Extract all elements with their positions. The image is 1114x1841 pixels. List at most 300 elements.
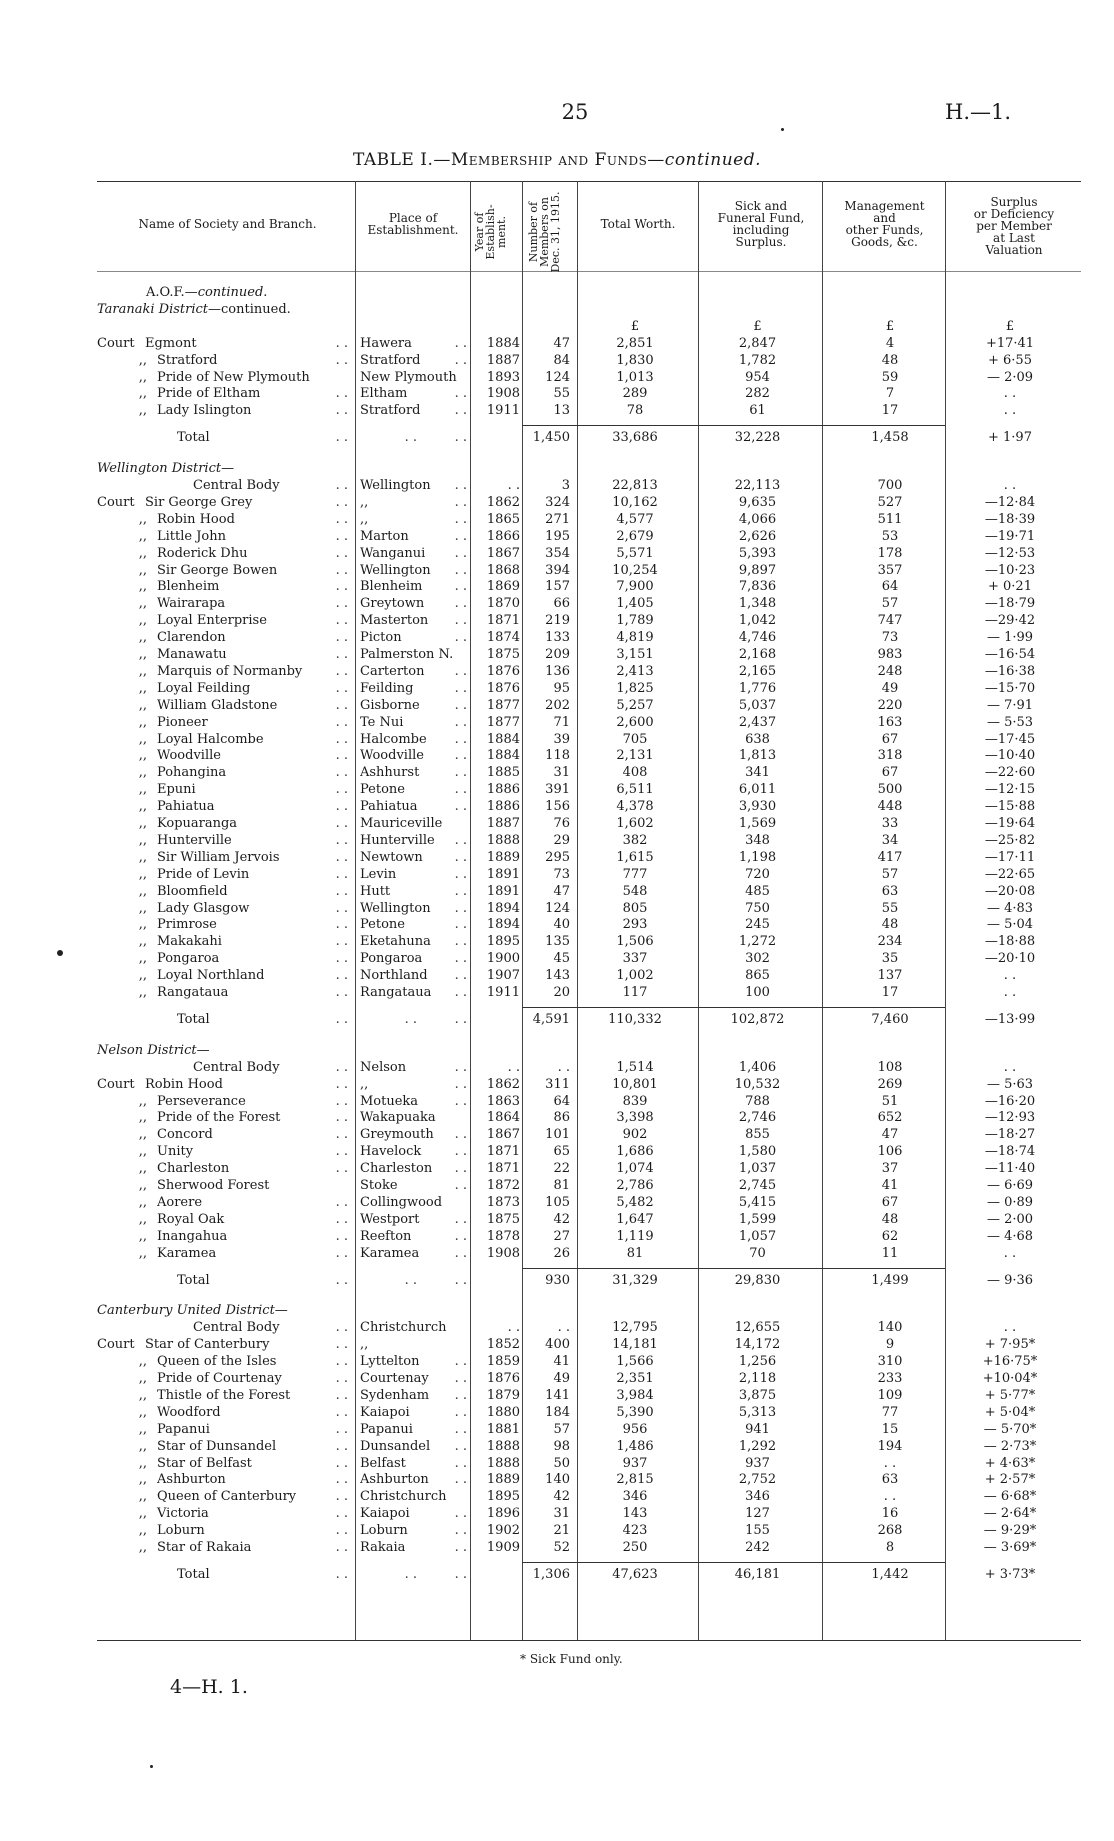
branch-prefix: Court [97,1076,135,1092]
management-funds: 108 [877,1059,903,1075]
branch-name-text: Star of Belfast [157,1455,252,1471]
section-heading: A.O.F.—continued. [146,285,268,300]
sick-fund: 9,897 [738,562,777,578]
leader-dots: . . [335,1387,348,1403]
branch-prefix: ,, [138,1228,147,1244]
branch-prefix: ,, [138,1371,147,1386]
branch-name [97,781,352,798]
branch-prefix: ,, [138,1127,147,1143]
table-row [0,578,1114,595]
members-count: 135 [545,934,570,950]
management-funds: 35 [881,951,899,967]
management-funds: 1,499 [871,1272,909,1288]
leader-dots: . . [335,1472,348,1488]
year-established: 1889 [486,1472,520,1488]
total-worth: 337 [622,951,648,967]
members-count: 39 [553,731,570,747]
management-funds: 51 [881,1093,899,1109]
table-row [0,1076,1114,1093]
place-of-establishment: Levin [360,866,397,882]
table-row [0,883,1114,900]
leader-dots: . . [335,630,348,646]
leader-dots: . . [335,883,348,899]
members-count: 324 [545,494,570,510]
management-funds: 1,442 [871,1566,909,1582]
branch-name [97,477,400,494]
leader-dots: . . [335,478,348,493]
members-count: 141 [545,1387,570,1403]
branch-name [97,866,352,883]
leader-dots: . . [335,697,348,713]
sick-fund: 1,782 [738,352,777,368]
management-funds: 37 [881,1161,899,1177]
surplus-per-member: — 4·68 [986,1228,1034,1244]
surplus-per-member: +10·04* [982,1371,1038,1386]
branch-name-text: Roderick Dhu [157,545,248,561]
members-count: 73 [553,866,570,882]
table-row [0,1177,1114,1194]
surplus-per-member: . . [1003,985,1017,1000]
branch-name-text: Ashburton [157,1472,226,1488]
branch-name-text: Pride of the Forest [157,1110,281,1126]
place-of-establishment: Belfast [360,1455,406,1471]
members-count: 140 [545,1472,570,1488]
total-worth: 423 [622,1523,648,1539]
year-established: 1872 [486,1178,520,1193]
total-worth: 2,413 [616,663,654,679]
branch-prefix: ,, [138,1161,147,1177]
branch-name-text: Thistle of the Forest [157,1387,291,1403]
branch-name-text: Woodford [157,1404,221,1420]
year-established: 1886 [486,799,520,815]
table-row [0,1455,1114,1472]
branch-name-text: Primrose [157,917,217,933]
branch-name-text: Wairarapa [157,596,226,612]
leader-dots: . . [454,1421,467,1437]
branch-name [97,1438,352,1455]
leader-dots: . . [454,968,467,984]
table-row [0,967,1114,984]
sick-fund: 2,437 [738,714,777,730]
branch-name-text: Star of Canterbury [145,1337,270,1353]
leader-dots: . . [335,1144,348,1160]
members-count: 95 [553,680,570,696]
branch-name-text: Woodville [157,748,221,764]
sick-fund: 2,118 [738,1371,777,1386]
total-worth: 3,984 [616,1387,654,1403]
table-row [0,1272,1114,1289]
total-rule [522,425,945,426]
branch-name-text: Central Body [193,1059,280,1075]
total-worth: 7,900 [616,579,654,595]
management-funds: 983 [877,647,903,662]
branch-name-text: Kopuaranga [157,816,238,831]
year-established: 1871 [486,1144,520,1160]
sick-fund: 61 [749,403,766,419]
year-established: 1888 [486,832,520,848]
place-of-establishment: Wakapuaka [360,1110,436,1126]
year-established: 1859 [486,1354,520,1370]
branch-prefix: ,, [138,697,147,713]
year-established: 1907 [486,968,520,984]
surplus-per-member: —18·79 [984,596,1036,612]
sick-fund: 2,168 [738,647,777,662]
surplus-per-member: —16·20 [984,1093,1036,1109]
total-worth: 1,602 [616,816,654,831]
year-established: 1867 [486,1127,520,1143]
year-established: 1877 [486,714,520,730]
place-of-establishment: Petone [360,782,405,798]
members-count: 49 [553,1371,570,1386]
footnote: * Sick Fund only. [520,1652,623,1666]
sick-fund: 855 [745,1127,770,1143]
branch-name [97,883,352,900]
branch-name-text: Manawatu [157,647,227,662]
leader-dots: . . [454,883,467,899]
branch-name [97,1126,352,1143]
sick-fund: 155 [745,1523,770,1539]
branch-name-text: Pohangina [157,765,227,781]
year-established: 1908 [486,1245,520,1261]
management-funds: 63 [881,1472,899,1488]
leader-dots: . . [454,900,467,916]
management-funds: 269 [877,1076,903,1092]
place-of-establishment: Petone [360,917,405,933]
management-funds: 194 [877,1438,903,1454]
members-count: 45 [553,951,570,967]
surplus-per-member: —25·82 [984,832,1036,848]
management-funds: 417 [877,849,903,865]
place-of-establishment: Ashburton [360,1472,429,1488]
sick-fund: 32,228 [734,430,781,446]
total-worth: 2,351 [616,1371,654,1386]
branch-name-text: Karamea [157,1245,217,1261]
total-worth: 81 [626,1245,644,1261]
management-funds: 652 [877,1110,903,1126]
surplus-per-member: . . [1003,478,1017,493]
leader-dots: . . [454,1211,467,1227]
sick-fund: 4,066 [738,511,777,527]
leader-dots: . . [454,1093,467,1109]
branch-name [97,984,352,1001]
members-count: 124 [545,900,570,916]
members-count: 41 [553,1354,570,1370]
branch-name-text: Little John [157,528,227,544]
sick-fund: 7,836 [738,579,777,595]
section-heading-italic: Nelson District— [97,1042,210,1058]
total-label: Total [177,1566,210,1582]
management-funds: 220 [877,697,903,713]
surplus-per-member: — 6·69 [986,1178,1034,1193]
leader-dots: . . [454,1455,467,1471]
surplus-per-member: —15·70 [984,680,1036,696]
leader-dots: . . [335,1127,348,1143]
branch-prefix: ,, [138,1194,147,1210]
leader-dots: . . [454,352,467,368]
leader-dots: . . [335,1059,348,1075]
branch-name [97,595,352,612]
table-row [0,335,1114,352]
total-label: Total [177,1011,210,1027]
leader-dots: . . [454,731,467,747]
management-funds: 73 [881,630,899,646]
sick-fund: 954 [745,369,770,385]
leader-dots: . . [335,613,348,629]
branch-name-text: Loburn [157,1523,205,1539]
table-top-rule [97,181,1081,182]
leader-dots: . . [454,934,467,950]
sick-fund: 2,847 [738,335,777,351]
header-name: Name of Society and Branch. [138,217,317,231]
place-of-establishment: Motueka [360,1093,419,1109]
management-funds: 233 [877,1371,903,1386]
management-funds: 17 [881,403,899,419]
members-count: 47 [553,335,570,351]
unit-symbol: £ [885,318,895,334]
table-row [0,916,1114,933]
table-row [0,284,1114,301]
total-worth: 4,577 [616,511,654,527]
branch-name [97,1076,352,1093]
leader-dots: . . [454,951,467,967]
margin-dot [781,128,784,131]
surplus-per-member: — 0·89 [986,1194,1034,1210]
branch-name [97,1109,352,1126]
members-count: 71 [553,714,570,730]
management-funds: 9 [885,1337,895,1353]
members-count: 118 [545,748,570,764]
table-row [0,1302,1114,1319]
branch-name-text: Papanui [157,1421,210,1437]
leader-dots: . . [454,1011,467,1027]
branch-prefix: ,, [138,968,147,984]
total-worth: 5,390 [616,1404,654,1420]
place-of-establishment: Wellington [360,478,431,493]
leader-dots: . . [454,866,467,882]
leader-dots: . . [454,596,467,612]
sick-fund: 127 [745,1506,770,1522]
section-heading [97,1042,352,1059]
branch-name [97,1194,352,1211]
total-worth: 1,119 [616,1228,654,1244]
total-worth: 1,830 [616,352,654,368]
members-count: 20 [553,985,570,1000]
leader-dots: . . [454,335,467,351]
table-row [0,984,1114,1001]
surplus-per-member: + 4·63* [984,1455,1036,1471]
sick-fund: 1,198 [738,849,777,865]
management-funds: 178 [877,545,903,561]
total-worth: 1,002 [616,968,654,984]
sick-fund: 1,348 [738,596,777,612]
year-established: 1893 [486,369,520,385]
place-of-establishment: Nelson [360,1059,407,1075]
leader-dots: . . [335,1506,348,1522]
place-of-establishment: ,, [360,1076,369,1092]
branch-name [97,1160,352,1177]
surplus-per-member: — 2·64* [983,1506,1037,1522]
section-heading [97,1302,352,1319]
header-surplus: Surplus or Deficiency per Member at Last Valuation [973,195,1055,257]
total-worth: 1,405 [616,596,654,612]
year-established: 1878 [486,1228,520,1244]
total-worth: 1,514 [616,1059,654,1075]
table-row [0,1059,1114,1076]
branch-name-text: Blenheim [157,579,220,595]
leader-dots: . . [335,403,348,419]
branch-prefix: ,, [138,1438,147,1454]
table-row [0,1488,1114,1505]
year-established: 1911 [486,403,520,419]
branch-name-text: Queen of the Isles [157,1354,277,1370]
management-funds: 48 [881,352,899,368]
table-row [0,1370,1114,1387]
total-worth: 548 [622,883,648,899]
leader-dots: . . [454,1540,467,1555]
branch-prefix: ,, [138,1472,147,1488]
surplus-per-member: . . [1003,1059,1017,1075]
table-row [0,1471,1114,1488]
year-established: 1900 [486,951,520,967]
leader-dots: . . [454,494,467,510]
branch-name-text: Lady Islington [157,403,252,419]
leader-dots: . . [335,386,348,402]
members-count: 40 [553,917,570,933]
year-established: 1891 [486,866,520,882]
branch-name-text: Sir William Jervois [157,849,280,865]
branch-name-text: Pride of New Plymouth [157,369,310,385]
place-of-establishment: Stoke [360,1178,398,1193]
leader-dots: . . [335,832,348,848]
surplus-per-member: —12·15 [984,782,1036,798]
management-funds: 109 [877,1387,903,1403]
surplus-per-member: —22·60 [984,765,1036,781]
total-worth: 1,686 [616,1144,654,1160]
place-of-establishment: Kaiapoi [360,1506,410,1522]
branch-name [97,900,352,917]
sick-fund: 3,930 [738,799,777,815]
total-worth: 1,486 [616,1438,654,1454]
branch-name-text: Makakahi [157,934,222,950]
members-count: 133 [545,630,570,646]
branch-name [97,646,352,663]
leader-dots: . . [454,680,467,696]
leader-dots: . . [335,1455,348,1471]
surplus-per-member: —22·65 [984,866,1036,882]
branch-prefix: ,, [138,630,147,646]
sick-fund: 2,745 [738,1178,777,1193]
leader-dots: . . [335,849,348,865]
members-count: 55 [553,386,570,402]
table-row [0,1505,1114,1522]
leader-dots: . . [454,1371,467,1386]
branch-name-text: Aorere [157,1194,203,1210]
page-number: 25 [561,100,589,124]
surplus-per-member: . . [1003,386,1017,402]
surplus-per-member: — 3·69* [983,1540,1037,1555]
leader-dots: . . [335,714,348,730]
sick-fund: 245 [745,917,770,933]
total-worth: 5,257 [616,697,654,713]
branch-prefix: ,, [138,1110,147,1126]
footer-code: 4—H. 1. [170,1676,248,1698]
leader-dots: . . [335,1523,348,1539]
members-count: 57 [553,1421,570,1437]
members-count: 1,450 [532,430,570,446]
total-worth: 250 [622,1540,648,1555]
branch-prefix: ,, [138,1093,147,1109]
surplus-per-member: + 5·04* [984,1404,1036,1420]
leader-dots: . . [454,1506,467,1522]
surplus-per-member: — 9·29* [983,1523,1037,1539]
leader-dots: . . [335,934,348,950]
place-of-establishment: Eltham [360,386,408,402]
branch-prefix: ,, [138,883,147,899]
branch-name [97,528,352,545]
management-funds: 77 [881,1404,899,1420]
section-heading-italic: Taranaki District [97,301,209,317]
surplus-per-member: + 1·97 [988,430,1032,446]
branch-name [97,1059,400,1076]
branch-name-text: Star of Dunsandel [157,1438,277,1454]
total-worth: 2,851 [616,335,654,351]
year-established: 1874 [486,630,520,646]
table-row [0,1245,1114,1262]
total-rule [522,1268,945,1269]
leader-dots: . . [335,1272,348,1288]
members-count: 65 [553,1144,570,1160]
margin-dot [57,950,63,956]
management-funds: 448 [877,799,903,815]
management-funds: 527 [877,494,903,510]
branch-name [97,714,352,731]
leader-dots: . . [335,816,348,831]
members-count: 50 [553,1455,570,1471]
section-heading-italic: continued. [197,285,268,300]
sick-fund: 9,635 [738,494,777,510]
management-funds: 268 [877,1523,903,1539]
total-worth: 10,162 [612,494,658,510]
branch-name [97,1488,352,1505]
table-row [0,798,1114,815]
table-row [0,849,1114,866]
branch-name-text: Central Body [193,1320,280,1336]
place-of-establishment: Rakaia [360,1540,406,1555]
table-row [0,1421,1114,1438]
total-worth: 117 [622,985,648,1000]
branch-prefix: ,, [138,647,147,662]
leader-dots: . . [335,335,348,351]
branch-name-text: Inangahua [157,1228,228,1244]
management-funds: 357 [877,562,903,578]
place-of-establishment: Feilding [360,680,414,696]
sick-fund: 2,752 [738,1472,777,1488]
branch-prefix: ,, [138,1354,147,1370]
sick-fund: 1,037 [738,1161,777,1177]
branch-name [97,849,352,866]
branch-prefix: ,, [138,562,147,578]
branch-prefix: ,, [138,1245,147,1261]
branch-name [97,815,352,832]
table-row [0,385,1114,402]
members-count: 42 [553,1211,570,1227]
branch-name-text: Pride of Levin [157,866,250,882]
management-funds: 4 [885,335,895,351]
leader-dots: . . [454,1404,467,1420]
leader-dots: . . [454,478,467,493]
surplus-per-member: —10·40 [984,748,1036,764]
branch-name-text: Unity [157,1144,194,1160]
